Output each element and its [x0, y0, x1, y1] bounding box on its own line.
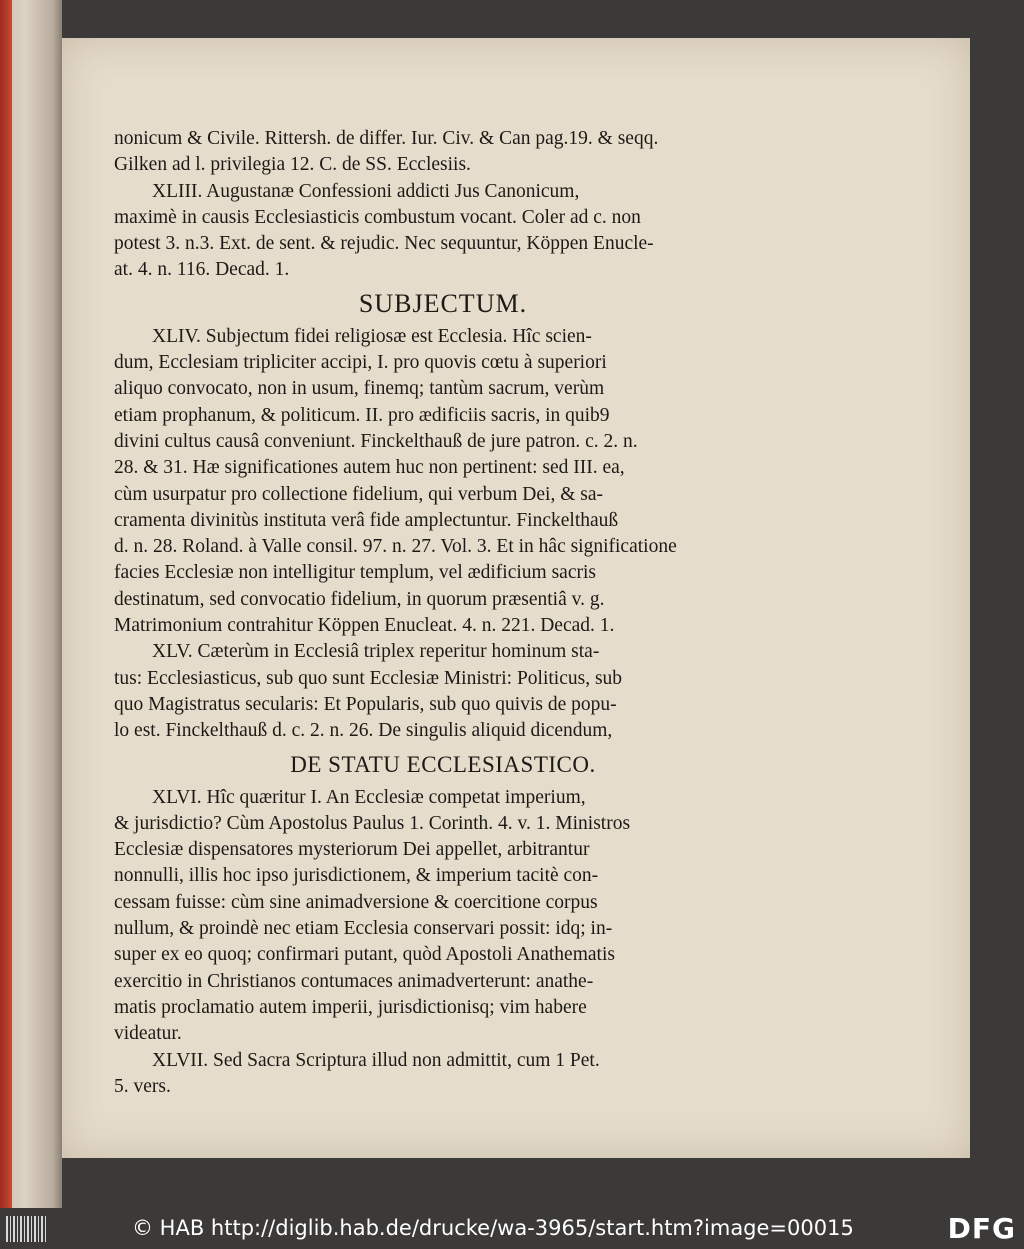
text-line: nullum, & proindè nec etiam Ecclesia conservari possit: idq; in- [114, 918, 613, 940]
text-line: videatur. [114, 1023, 182, 1045]
text-line: potest 3. n.3. Ext. de sent. & rejudic. Nec sequuntur, Köppen Enucle- [114, 233, 654, 255]
text-line: nonicum & Civile. Rittersh. de differ. Iur. Civ. & Can pag.19. & seqq. [114, 128, 659, 149]
text-line: divini cultus causâ conveniunt. Finckelthauß de jure patron. c. 2. n. [114, 430, 638, 452]
text-line: Ecclesiæ dispensatores mysteriorum Dei appellet, arbitrantur [114, 839, 590, 861]
dfg-logo: DFG [947, 1212, 1016, 1245]
text-line: XLIII. Augustanæ Confessioni addicti Jus Canonicum, [152, 180, 580, 202]
text-line: quo Magistratus secularis: Et Popularis, sub quo quivis de popu- [114, 693, 617, 715]
text-line: Gilken ad l. privilegia 12. C. de SS. Ecclesiis. [114, 154, 471, 176]
barcode-icon [6, 1216, 46, 1242]
paragraph-xlvi-xlvii [114, 785, 772, 1101]
text-line: 5. vers. [114, 1075, 171, 1097]
text-line: d. n. 28. Roland. à Valle consil. 97. n. 27. Vol. 3. Et in hâc significatione [114, 536, 677, 558]
text-line: facies Ecclesiæ non intelligitur templum, vel ædificium sacris [114, 562, 596, 584]
text-line: 28. & 31. Hæ significationes autem huc non pertinent: sed III. ea, [114, 457, 625, 479]
text-line: XLV. Cæterùm in Ecclesiâ triplex reperitur hominum sta- [152, 641, 600, 663]
text-line: cùm usurpatur pro collectione fidelium, qui verbum Dei, & sa- [114, 483, 603, 505]
heading-de-statu: DE STATU ECCLESIASTICO. [290, 751, 596, 777]
text-line: XLVI. Hîc quæritur I. An Ecclesiæ competat imperium, [152, 786, 586, 808]
text-line: tus: Ecclesiasticus, sub quo sunt Ecclesiæ Ministri: Politicus, sub [114, 667, 623, 689]
text-line: at. 4. n. 116. Decad. 1. [114, 259, 290, 281]
viewer-footer [0, 1208, 1024, 1249]
text-line: cramenta divinitùs instituta verâ fide amplectuntur. Finckelthauß [114, 509, 619, 531]
text-line: XLIV. Subjectum fidei religiosæ est Ecclesia. Hîc scien- [152, 325, 592, 347]
scanned-page [62, 38, 970, 1158]
text-line: XLVII. Sed Sacra Scriptura illud non admittit, cum 1 Pet. [152, 1049, 600, 1071]
text-line: Matrimonium contrahitur Köppen Enucleat. 4. n. 221. Decad. 1. [114, 615, 615, 637]
text-line: destinatum, sed convocatio fidelium, in quorum præsentiâ v. g. [114, 588, 605, 610]
source-credit-link[interactable]: © HAB http://diglib.hab.de/drucke/wa-3965/start.htm?image=00015 [132, 1216, 854, 1240]
text-line: maximè in causis Ecclesiasticis combustum vocant. Coler ad c. non [114, 206, 641, 228]
text-line: & jurisdictio? Cùm Apostolus Paulus 1. Corinth. 4. v. 1. Ministros [114, 812, 631, 834]
page-text [114, 126, 772, 1100]
text-line: cessam fuisse: cùm sine animadversione & coercitione corpus [114, 891, 598, 913]
text-line: super ex eo quoq; confirmari putant, quòd Apostoli Anathematis [114, 944, 615, 966]
text-line: lo est. Finckelthauß d. c. 2. n. 26. De singulis aliquid dicendum, [114, 720, 613, 742]
text-line: aliquo convocato, non in usum, finemq; tantùm sacrum, verùm [114, 378, 605, 400]
text-line: etiam prophanum, & politicum. II. pro ædificiis sacris, in quib9 [114, 404, 610, 426]
spine-edge [0, 0, 12, 1208]
adjacent-page-edge [0, 0, 62, 1208]
text-line: exercitio in Christianos contumaces animadverterunt: anathe- [114, 970, 594, 992]
heading-subjectum: SUBJECTUM. [358, 288, 528, 318]
text-line: nonnulli, illis hoc ipso jurisdictionem, & imperium tacitè con- [114, 865, 599, 887]
text-line: dum, Ecclesiam tripliciter accipi, I. pro quovis cœtu à superiori [114, 352, 607, 374]
paragraph-xliv-xlv [114, 324, 772, 745]
text-line: matis proclamatio autem imperii, jurisdictionisq; vim habere [114, 996, 587, 1018]
paragraph-xliii [114, 126, 772, 284]
